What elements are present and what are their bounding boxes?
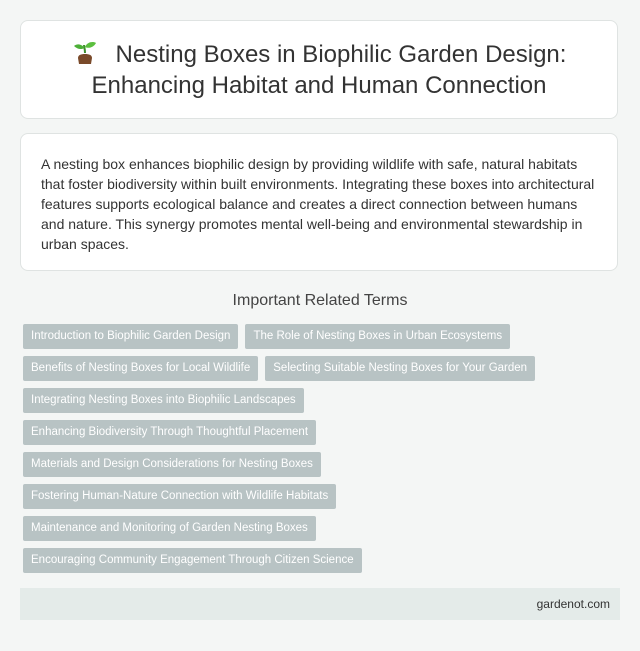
term-row xyxy=(23,452,583,477)
term-tag[interactable]: The Role of Nesting Boxes in Urban Ecosystems xyxy=(245,324,510,349)
term-tag[interactable]: Introduction to Biophilic Garden Design xyxy=(23,324,238,349)
term-tag[interactable]: Enhancing Biodiversity Through Thoughtful Placement xyxy=(23,420,316,445)
term-row xyxy=(23,420,583,445)
footer-site-link[interactable]: gardenot.com xyxy=(536,597,610,611)
term-tag[interactable]: Benefits of Nesting Boxes for Local Wildlife xyxy=(23,356,258,381)
term-row xyxy=(23,484,583,509)
title-card xyxy=(20,20,618,119)
term-tag[interactable]: Integrating Nesting Boxes into Biophilic Landscapes xyxy=(23,388,304,413)
related-terms-list xyxy=(23,324,583,580)
term-tag[interactable]: Selecting Suitable Nesting Boxes for Your Garden xyxy=(265,356,535,381)
term-tag[interactable]: Materials and Design Considerations for Nesting Boxes xyxy=(23,452,321,477)
description-text: A nesting box enhances biophilic design by providing wildlife with safe, natural habitats that foster biodiversity within built environments. Integrating these boxes into architectural features supports ecological balance and creates a direct connection between humans and nature. This synergy promotes mental well-being and environmental stewardship in urban spaces. xyxy=(41,156,595,252)
page-title-text: Nesting Boxes in Biophilic Garden Design: Enhancing Habitat and Human Connection xyxy=(91,40,567,99)
term-row xyxy=(23,548,583,573)
term-row xyxy=(23,516,583,541)
term-row xyxy=(23,324,583,349)
related-terms-heading: Important Related Terms xyxy=(232,292,408,309)
page-title xyxy=(51,39,587,101)
sprout-icon xyxy=(72,40,98,66)
term-row xyxy=(23,356,583,381)
description-card xyxy=(20,133,618,271)
term-tag[interactable]: Fostering Human-Nature Connection with Wildlife Habitats xyxy=(23,484,336,509)
footer xyxy=(20,588,620,620)
term-tag[interactable]: Encouraging Community Engagement Through Citizen Science xyxy=(23,548,362,573)
term-row xyxy=(23,388,583,413)
term-tag[interactable]: Maintenance and Monitoring of Garden Nesting Boxes xyxy=(23,516,316,541)
